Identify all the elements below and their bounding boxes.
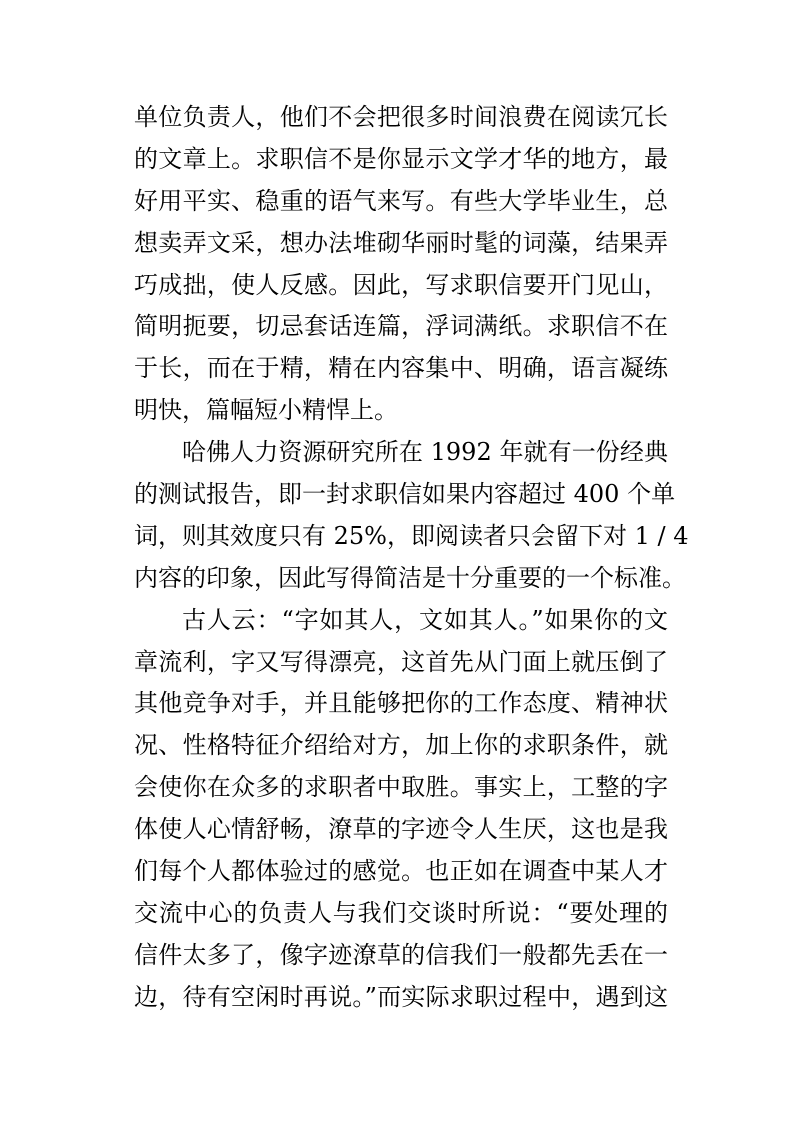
text-line: 况、性格特征介绍给对方，加上你的求职条件，就 [134, 731, 668, 760]
paragraph-first-line: 古人云：“字如其人，文如其人。”如果你的文 [182, 605, 668, 634]
text-line: 会使你在众多的求职者中取胜。事实上，工整的字 [134, 773, 668, 802]
text-line: 于长，而在于精，精在内容集中、明确，语言凝练 [134, 354, 668, 383]
text-line: 想卖弄文采，想办法堆砌华丽时髦的词藻，结果弄 [134, 228, 668, 257]
text-line: 章流利，字又写得漂亮，这首先从门面上就压倒了 [134, 647, 668, 676]
text-line: 好用平实、稳重的语气来写。有些大学毕业生，总 [134, 186, 668, 215]
text-line: 单位负责人，他们不会把很多时间浪费在阅读冗长 [134, 103, 668, 131]
text-line: 的文章上。求职信不是你显示文学才华的地方，最 [134, 144, 668, 173]
text-line: 边，待有空闲时再说。”而实际求职过程中，遇到这 [134, 982, 668, 1011]
text-line: 的测试报告，即一封求职信如果内容超过 400 个单 [134, 480, 676, 509]
body-text [134, 97, 689, 1019]
text-line: 内容的印象，因此写得简洁是十分重要的一个标准。 [134, 563, 686, 592]
text-line: 简明扼要，切忌套话连篇，浮词满纸。求职信不在 [134, 312, 668, 341]
text-line: 其他竞争对手，并且能够把你的工作态度、精神状 [134, 689, 668, 718]
text-line: 们每个人都体验过的感觉。也正如在调查中某人才 [134, 857, 668, 886]
paragraph-first-line: 哈佛人力资源研究所在 1992 年就有一份经典 [182, 438, 668, 467]
text-line: 词，则其效度只有 25%，即阅读者只会留下对 1 / 4 [134, 521, 689, 550]
text-line: 明快，篇幅短小精悍上。 [134, 396, 398, 425]
text-line: 信件太多了，像字迹潦草的信我们一般都先丢在一 [134, 940, 668, 969]
text-line: 体使人心情舒畅，潦草的字迹令人生厌，这也是我 [134, 815, 668, 844]
text-line: 巧成拙，使人反感。因此，写求职信要开门见山， [134, 270, 668, 299]
text-line: 交流中心的负责人与我们交谈时所说：“要处理的 [134, 898, 668, 927]
